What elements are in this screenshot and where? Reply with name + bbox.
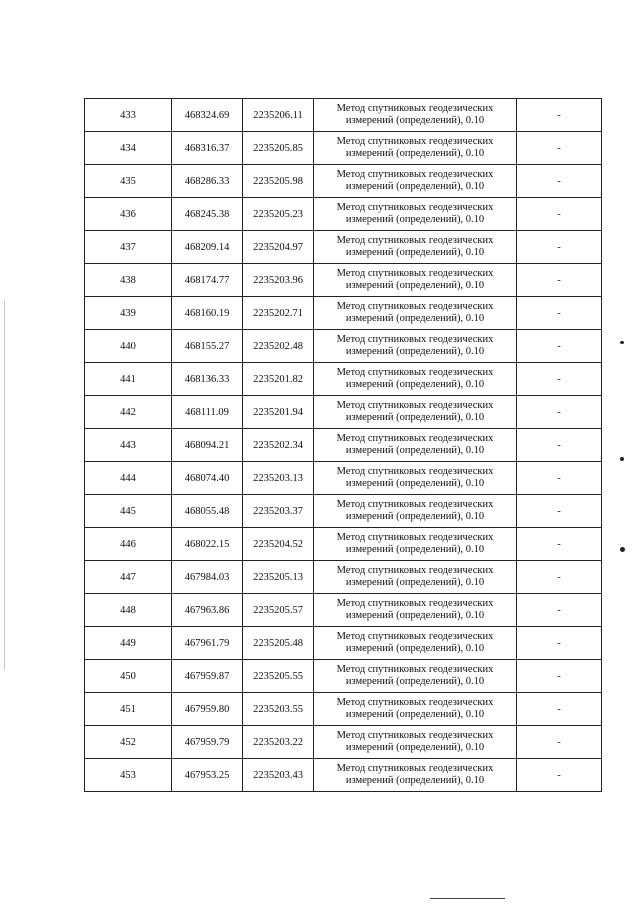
table-row (85, 198, 602, 231)
table-row (85, 165, 602, 198)
method-cell (314, 264, 517, 297)
method-cell (314, 165, 517, 198)
x-coordinate-cell: 468245.38 (172, 198, 243, 231)
x-coordinate-cell: 468111.09 (172, 396, 243, 429)
point-number-cell: 446 (85, 528, 172, 561)
method-cell (314, 693, 517, 726)
method-line-2: измерений (определений), 0.10 (345, 379, 485, 390)
extra-cell: - (517, 165, 602, 198)
method-line-2: измерений (определений), 0.10 (345, 478, 485, 489)
scan-speck (620, 457, 624, 461)
x-coordinate-cell: 467963.86 (172, 594, 243, 627)
method-line-2: измерений (определений), 0.10 (345, 181, 485, 192)
method-cell (314, 198, 517, 231)
method-line-1: Метод спутниковых геодезических (336, 367, 494, 378)
method-cell (314, 660, 517, 693)
method-cell (314, 594, 517, 627)
x-coordinate-cell: 467953.25 (172, 759, 243, 792)
x-coordinate-cell: 468316.37 (172, 132, 243, 165)
extra-cell: - (517, 297, 602, 330)
footer-rule (430, 898, 505, 899)
point-number-cell: 443 (85, 429, 172, 462)
y-coordinate-cell: 2235205.57 (243, 594, 314, 627)
y-coordinate-cell: 2235203.43 (243, 759, 314, 792)
method-cell (314, 297, 517, 330)
point-number-cell: 445 (85, 495, 172, 528)
method-line-2: измерений (определений), 0.10 (345, 709, 485, 720)
x-coordinate-cell: 468136.33 (172, 363, 243, 396)
extra-cell: - (517, 693, 602, 726)
x-coordinate-cell: 468022.15 (172, 528, 243, 561)
point-number-cell: 440 (85, 330, 172, 363)
method-line-1: Метод спутниковых геодезических (336, 202, 494, 213)
method-cell (314, 396, 517, 429)
point-number-cell: 452 (85, 726, 172, 759)
table-row (85, 396, 602, 429)
method-cell (314, 330, 517, 363)
table-row (85, 495, 602, 528)
point-number-cell: 437 (85, 231, 172, 264)
method-cell (314, 495, 517, 528)
y-coordinate-cell: 2235202.34 (243, 429, 314, 462)
x-coordinate-cell: 468055.48 (172, 495, 243, 528)
method-line-2: измерений (определений), 0.10 (345, 115, 485, 126)
method-line-1: Метод спутниковых геодезических (336, 400, 494, 411)
method-cell (314, 627, 517, 660)
extra-cell: - (517, 363, 602, 396)
method-line-2: измерений (определений), 0.10 (345, 742, 485, 753)
x-coordinate-cell: 467961.79 (172, 627, 243, 660)
y-coordinate-cell: 2235205.55 (243, 660, 314, 693)
coordinates-table (84, 98, 602, 792)
method-cell (314, 132, 517, 165)
extra-cell: - (517, 759, 602, 792)
method-line-1: Метод спутниковых геодезических (336, 565, 494, 576)
y-coordinate-cell: 2235204.97 (243, 231, 314, 264)
extra-cell: - (517, 132, 602, 165)
method-line-2: измерений (определений), 0.10 (345, 412, 485, 423)
method-line-2: измерений (определений), 0.10 (345, 610, 485, 621)
extra-cell: - (517, 627, 602, 660)
table-row (85, 759, 602, 792)
method-cell (314, 528, 517, 561)
y-coordinate-cell: 2235202.48 (243, 330, 314, 363)
table-row (85, 660, 602, 693)
method-line-1: Метод спутниковых геодезических (336, 103, 494, 114)
x-coordinate-cell: 467959.80 (172, 693, 243, 726)
table-row (85, 528, 602, 561)
table-row (85, 363, 602, 396)
table-row (85, 693, 602, 726)
table-row (85, 429, 602, 462)
method-line-2: измерений (определений), 0.10 (345, 214, 485, 225)
y-coordinate-cell: 2235205.98 (243, 165, 314, 198)
extra-cell: - (517, 495, 602, 528)
method-line-2: измерений (определений), 0.10 (345, 643, 485, 654)
table-row (85, 726, 602, 759)
x-coordinate-cell: 468160.19 (172, 297, 243, 330)
scan-margin-line (4, 300, 5, 670)
y-coordinate-cell: 2235203.22 (243, 726, 314, 759)
extra-cell: - (517, 396, 602, 429)
method-line-2: измерений (определений), 0.10 (345, 247, 485, 258)
method-line-1: Метод спутниковых геодезических (336, 301, 494, 312)
method-line-2: измерений (определений), 0.10 (345, 148, 485, 159)
method-line-2: измерений (определений), 0.10 (345, 280, 485, 291)
y-coordinate-cell: 2235205.85 (243, 132, 314, 165)
point-number-cell: 441 (85, 363, 172, 396)
x-coordinate-cell: 468324.69 (172, 99, 243, 132)
method-line-1: Метод спутниковых геодезических (336, 697, 494, 708)
point-number-cell: 449 (85, 627, 172, 660)
y-coordinate-cell: 2235205.13 (243, 561, 314, 594)
x-coordinate-cell: 468074.40 (172, 462, 243, 495)
extra-cell: - (517, 660, 602, 693)
point-number-cell: 448 (85, 594, 172, 627)
table-row (85, 99, 602, 132)
method-line-1: Метод спутниковых геодезических (336, 763, 494, 774)
point-number-cell: 435 (85, 165, 172, 198)
x-coordinate-cell: 467959.87 (172, 660, 243, 693)
method-line-2: измерений (определений), 0.10 (345, 544, 485, 555)
table-row (85, 264, 602, 297)
y-coordinate-cell: 2235206.11 (243, 99, 314, 132)
y-coordinate-cell: 2235203.96 (243, 264, 314, 297)
table-row (85, 627, 602, 660)
point-number-cell: 444 (85, 462, 172, 495)
extra-cell: - (517, 99, 602, 132)
y-coordinate-cell: 2235205.23 (243, 198, 314, 231)
point-number-cell: 451 (85, 693, 172, 726)
table-row (85, 561, 602, 594)
extra-cell: - (517, 198, 602, 231)
extra-cell: - (517, 264, 602, 297)
point-number-cell: 447 (85, 561, 172, 594)
y-coordinate-cell: 2235204.52 (243, 528, 314, 561)
point-number-cell: 439 (85, 297, 172, 330)
method-cell (314, 363, 517, 396)
x-coordinate-cell: 468174.77 (172, 264, 243, 297)
point-number-cell: 438 (85, 264, 172, 297)
method-line-1: Метод спутниковых геодезических (336, 598, 494, 609)
extra-cell: - (517, 726, 602, 759)
extra-cell: - (517, 330, 602, 363)
point-number-cell: 442 (85, 396, 172, 429)
y-coordinate-cell: 2235202.71 (243, 297, 314, 330)
method-cell (314, 462, 517, 495)
x-coordinate-cell: 468209.14 (172, 231, 243, 264)
table-row (85, 132, 602, 165)
method-line-1: Метод спутниковых геодезических (336, 235, 494, 246)
y-coordinate-cell: 2235203.55 (243, 693, 314, 726)
method-cell (314, 231, 517, 264)
table-body (85, 99, 602, 792)
y-coordinate-cell: 2235205.48 (243, 627, 314, 660)
method-line-2: измерений (определений), 0.10 (345, 676, 485, 687)
method-line-1: Метод спутниковых геодезических (336, 433, 494, 444)
extra-cell: - (517, 429, 602, 462)
extra-cell: - (517, 528, 602, 561)
extra-cell: - (517, 561, 602, 594)
point-number-cell: 453 (85, 759, 172, 792)
method-line-1: Метод спутниковых геодезических (336, 466, 494, 477)
table-row (85, 330, 602, 363)
y-coordinate-cell: 2235201.94 (243, 396, 314, 429)
table-row (85, 462, 602, 495)
method-line-1: Метод спутниковых геодезических (336, 499, 494, 510)
x-coordinate-cell: 467959.79 (172, 726, 243, 759)
table-row (85, 297, 602, 330)
y-coordinate-cell: 2235201.82 (243, 363, 314, 396)
x-coordinate-cell: 468286.33 (172, 165, 243, 198)
x-coordinate-cell: 468155.27 (172, 330, 243, 363)
table-row (85, 231, 602, 264)
x-coordinate-cell: 468094.21 (172, 429, 243, 462)
method-cell (314, 561, 517, 594)
point-number-cell: 433 (85, 99, 172, 132)
method-line-1: Метод спутниковых геодезических (336, 268, 494, 279)
method-cell (314, 99, 517, 132)
method-line-1: Метод спутниковых геодезических (336, 532, 494, 543)
y-coordinate-cell: 2235203.37 (243, 495, 314, 528)
scan-speck (620, 547, 625, 552)
extra-cell: - (517, 594, 602, 627)
y-coordinate-cell: 2235203.13 (243, 462, 314, 495)
method-line-2: измерений (определений), 0.10 (345, 346, 485, 357)
method-cell (314, 759, 517, 792)
scan-speck (620, 341, 624, 344)
method-line-1: Метод спутниковых геодезических (336, 631, 494, 642)
method-line-1: Метод спутниковых геодезических (336, 664, 494, 675)
extra-cell: - (517, 462, 602, 495)
method-line-1: Метод спутниковых геодезических (336, 334, 494, 345)
extra-cell: - (517, 231, 602, 264)
x-coordinate-cell: 467984.03 (172, 561, 243, 594)
method-cell (314, 726, 517, 759)
method-line-2: измерений (определений), 0.10 (345, 313, 485, 324)
method-cell (314, 429, 517, 462)
table-row (85, 594, 602, 627)
point-number-cell: 434 (85, 132, 172, 165)
method-line-2: измерений (определений), 0.10 (345, 775, 485, 786)
point-number-cell: 450 (85, 660, 172, 693)
point-number-cell: 436 (85, 198, 172, 231)
method-line-2: измерений (определений), 0.10 (345, 445, 485, 456)
method-line-1: Метод спутниковых геодезических (336, 169, 494, 180)
method-line-2: измерений (определений), 0.10 (345, 577, 485, 588)
method-line-2: измерений (определений), 0.10 (345, 511, 485, 522)
method-line-1: Метод спутниковых геодезических (336, 730, 494, 741)
method-line-1: Метод спутниковых геодезических (336, 136, 494, 147)
